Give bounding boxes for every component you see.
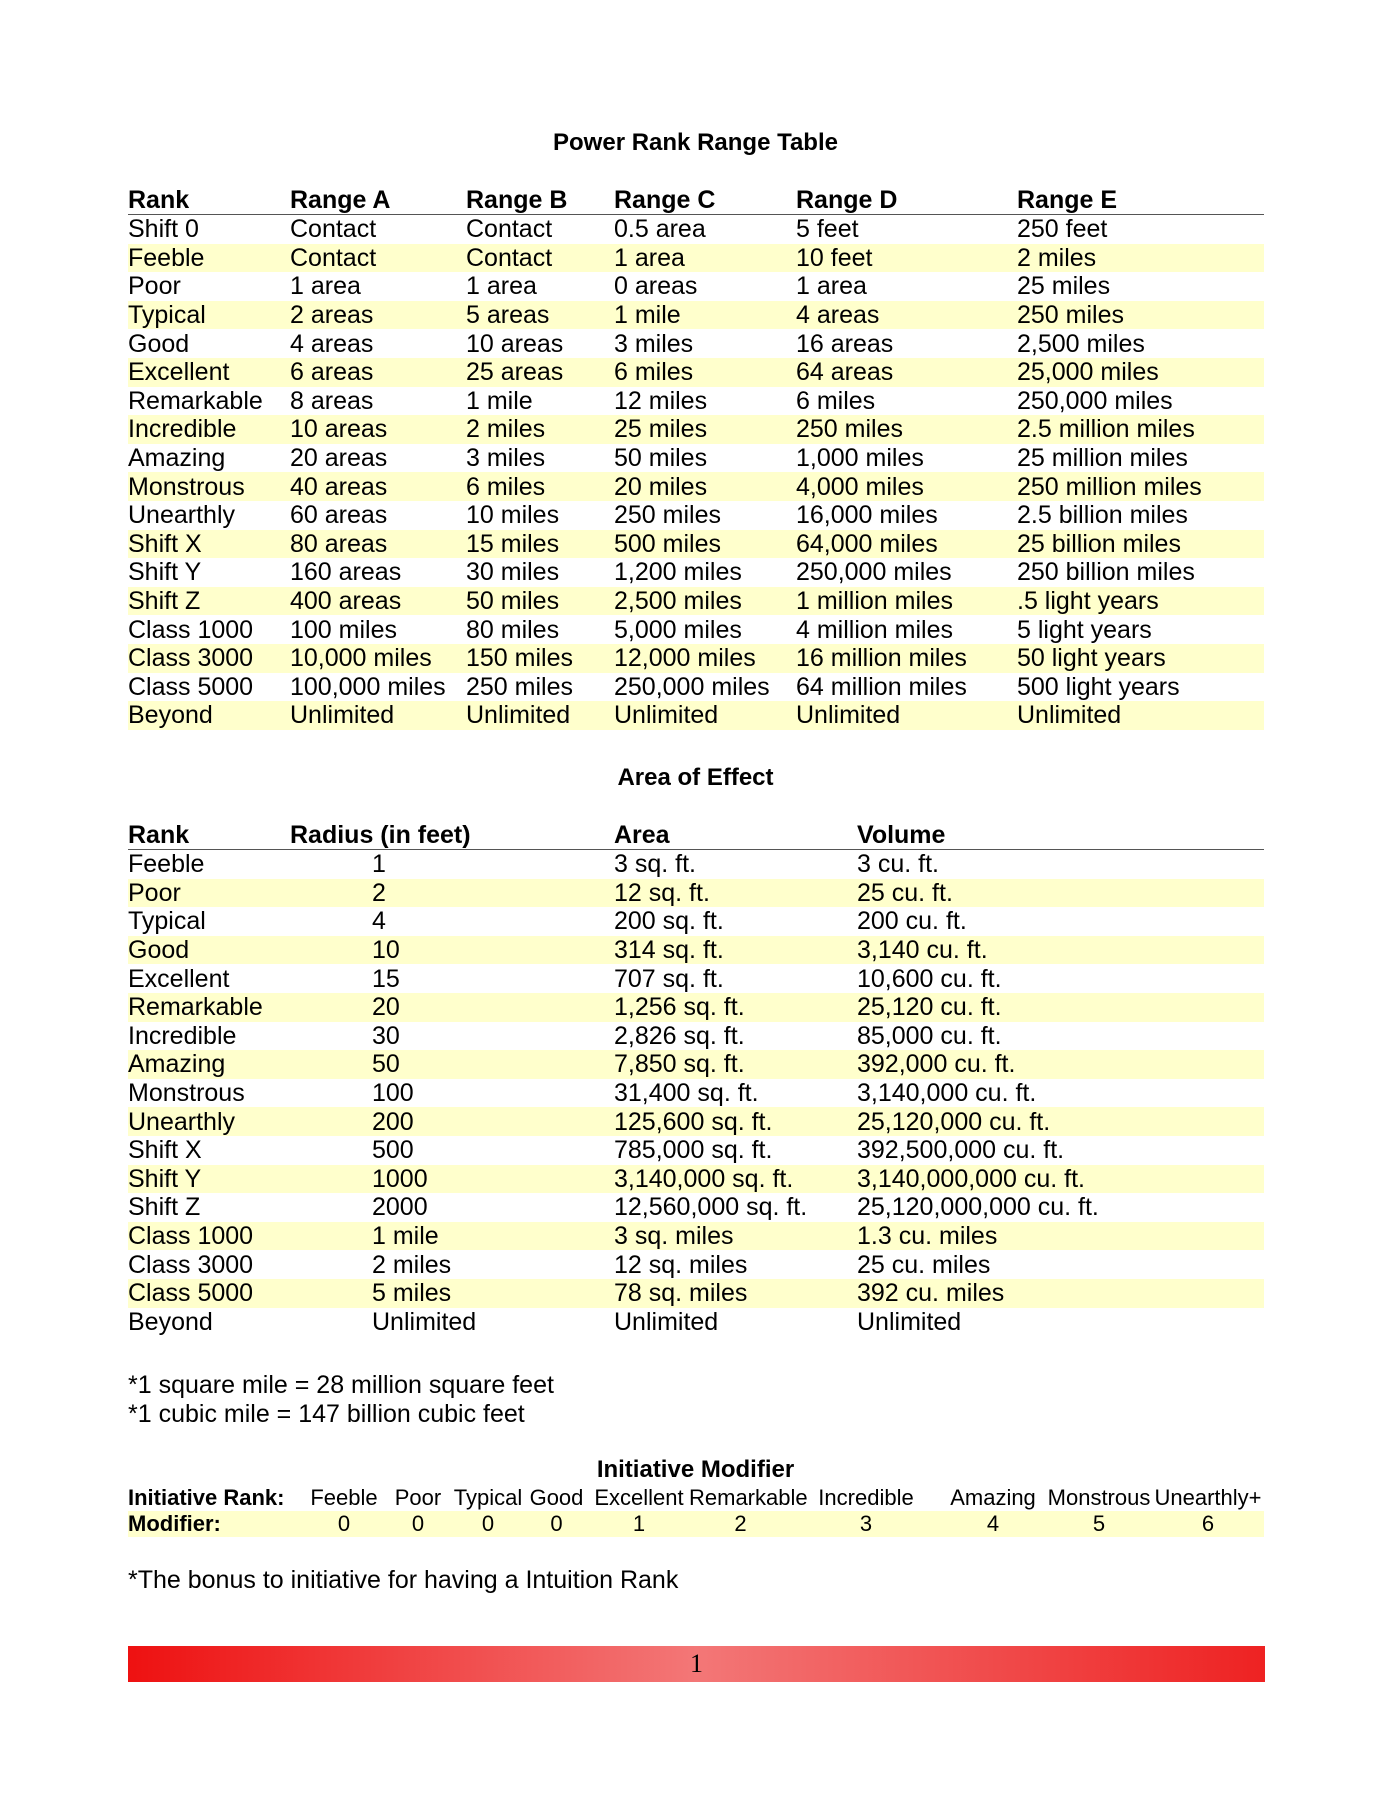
value-cell: 250,000 miles bbox=[796, 558, 952, 587]
value-cell: 6 areas bbox=[290, 358, 466, 387]
value-cell: 250 miles bbox=[796, 415, 1017, 444]
table-row bbox=[128, 993, 1264, 1022]
table-row bbox=[128, 329, 1264, 358]
value-cell: 15 miles bbox=[466, 530, 614, 559]
value-cell: 20 bbox=[290, 993, 614, 1022]
table-row bbox=[128, 1165, 1264, 1194]
value-cell: 12,000 miles bbox=[614, 644, 796, 673]
value-cell: Unlimited bbox=[614, 701, 796, 730]
range-table-header-cell: Range A bbox=[290, 186, 466, 215]
initiative-rank-cell: Incredible bbox=[818, 1485, 914, 1510]
value-cell: 100,000 miles bbox=[290, 672, 446, 701]
value-cell: 5 miles bbox=[290, 1279, 614, 1308]
rank-cell: Amazing bbox=[128, 1050, 290, 1079]
value-cell: 10,600 cu. ft. bbox=[857, 964, 1002, 993]
value-cell: 2 miles bbox=[372, 1250, 452, 1279]
value-cell: 60 areas bbox=[290, 501, 388, 530]
rank-cell: Remarkable bbox=[128, 993, 290, 1022]
table-row bbox=[128, 358, 1264, 387]
value-cell: 2,500 miles bbox=[1017, 329, 1145, 358]
value-cell: 4 areas bbox=[290, 329, 374, 358]
value-cell: 6 miles bbox=[466, 472, 614, 501]
value-cell: 1 mile bbox=[290, 1222, 614, 1251]
table-row bbox=[128, 387, 1264, 416]
value-cell: 500 bbox=[372, 1136, 414, 1165]
table-row bbox=[128, 1079, 1264, 1108]
rank-cell: Shift Y bbox=[128, 1165, 290, 1194]
value-cell: 10 feet bbox=[796, 244, 1017, 273]
value-cell: 500 miles bbox=[614, 530, 796, 559]
value-cell: 25,120 cu. ft. bbox=[857, 993, 1264, 1022]
value-cell: 25 million miles bbox=[1017, 444, 1188, 473]
value-cell: 4 bbox=[372, 907, 386, 936]
value-cell: 2.5 billion miles bbox=[1017, 501, 1188, 530]
value-cell: 80 areas bbox=[290, 530, 466, 559]
value-cell: 25 miles bbox=[1017, 272, 1111, 301]
initiative-title: Initiative Modifier bbox=[596, 1456, 795, 1483]
value-cell: 50 miles bbox=[466, 587, 614, 616]
table-row bbox=[128, 1308, 1264, 1337]
table-row bbox=[128, 701, 1264, 730]
value-cell: 1 mile bbox=[466, 386, 533, 415]
initiative-modifier-cell: 4 bbox=[940, 1511, 1046, 1537]
value-cell: 2 miles bbox=[1017, 244, 1264, 273]
value-cell: 392,000 cu. ft. bbox=[857, 1050, 1264, 1079]
table-row bbox=[128, 415, 1264, 444]
value-cell: 4 areas bbox=[796, 301, 1017, 330]
area-table-header-cell: Area bbox=[614, 821, 857, 850]
value-cell: 250 billion miles bbox=[1017, 558, 1195, 587]
value-cell: 1 area bbox=[290, 272, 361, 301]
range-table-title: Power Rank Range Table bbox=[553, 129, 838, 156]
value-cell: 200 cu. ft. bbox=[857, 907, 967, 936]
value-cell: 6 miles bbox=[614, 358, 796, 387]
value-cell: 1000 bbox=[290, 1165, 614, 1194]
value-cell: 3,140,000,000 cu. ft. bbox=[857, 1165, 1264, 1194]
value-cell: 12 miles bbox=[614, 386, 708, 415]
value-cell: 25,120,000,000 cu. ft. bbox=[857, 1193, 1099, 1222]
area-table-header bbox=[128, 821, 1264, 850]
value-cell: 31,400 sq. ft. bbox=[614, 1079, 759, 1108]
table-row bbox=[128, 1193, 1264, 1222]
note-cubic-mile: *1 cubic mile = 147 billion cubic feet bbox=[128, 1400, 525, 1428]
initiative-rank-label: Initiative Rank: bbox=[128, 1485, 285, 1510]
value-cell: 160 areas bbox=[290, 558, 402, 587]
initiative-rank-cell: Typical bbox=[453, 1485, 523, 1510]
value-cell: Contact bbox=[466, 244, 614, 273]
value-cell: 50 light years bbox=[1017, 644, 1264, 673]
value-cell: 4,000 miles bbox=[796, 472, 1017, 501]
value-cell: 85,000 cu. ft. bbox=[857, 1021, 1002, 1050]
table-row bbox=[128, 1107, 1264, 1136]
initiative-rank-cell: Remarkable bbox=[689, 1485, 808, 1510]
value-cell: Unlimited bbox=[796, 701, 1017, 730]
table-row bbox=[128, 879, 1264, 908]
rank-cell: Excellent bbox=[128, 358, 290, 387]
initiative-modifier-cell: 0 bbox=[452, 1511, 524, 1537]
table-row bbox=[128, 444, 1264, 473]
rank-cell: Shift X bbox=[128, 1136, 202, 1165]
table-row bbox=[128, 907, 1264, 936]
rank-cell: Incredible bbox=[128, 415, 290, 444]
value-cell: Unlimited bbox=[466, 701, 614, 730]
value-cell: 80 miles bbox=[466, 615, 560, 644]
value-cell: 1.3 cu. miles bbox=[857, 1222, 1264, 1251]
value-cell: 20 areas bbox=[290, 444, 388, 473]
rank-cell: Shift Z bbox=[128, 587, 290, 616]
value-cell: 2,500 miles bbox=[614, 587, 796, 616]
initiative-rank-cell: Monstrous bbox=[1047, 1485, 1151, 1510]
area-table-header-cell: Radius (in feet) bbox=[290, 821, 614, 850]
value-cell: 8 areas bbox=[290, 386, 374, 415]
table-row bbox=[128, 272, 1264, 301]
initiative-modifier-cell: 6 bbox=[1152, 1511, 1264, 1537]
table-row bbox=[128, 1222, 1264, 1251]
value-cell: 2,826 sq. ft. bbox=[614, 1021, 745, 1050]
value-cell: 78 sq. miles bbox=[614, 1279, 857, 1308]
initiative-rank-cell: Unearthly+ bbox=[1154, 1485, 1262, 1510]
area-table-title: Area of Effect bbox=[617, 764, 774, 791]
rank-cell: Unearthly bbox=[128, 1107, 290, 1136]
initiative-rank-cell: Poor bbox=[394, 1485, 442, 1510]
value-cell: 400 areas bbox=[290, 587, 466, 616]
value-cell: 7,850 sq. ft. bbox=[614, 1050, 857, 1079]
value-cell: Unlimited bbox=[372, 1307, 477, 1336]
range-table-header bbox=[128, 186, 1264, 215]
area-table bbox=[128, 821, 1264, 1336]
value-cell: 30 bbox=[372, 1021, 400, 1050]
area-table-header-cell: Rank bbox=[128, 821, 290, 850]
initiative-modifier-cell: 0 bbox=[524, 1511, 589, 1537]
value-cell: 50 miles bbox=[614, 444, 708, 473]
initiative-rank-cell: Good bbox=[529, 1485, 584, 1510]
initiative-modifier-cell: 3 bbox=[792, 1511, 940, 1537]
value-cell: 500 light years bbox=[1017, 672, 1180, 701]
rank-cell: Monstrous bbox=[128, 472, 290, 501]
value-cell: 125,600 sq. ft. bbox=[614, 1107, 857, 1136]
rank-cell: Feeble bbox=[128, 244, 290, 273]
value-cell: 25,120,000 cu. ft. bbox=[857, 1107, 1264, 1136]
value-cell: 12 sq. miles bbox=[614, 1250, 748, 1279]
value-cell: 25 cu. miles bbox=[857, 1250, 991, 1279]
rank-cell: Class 3000 bbox=[128, 644, 290, 673]
initiative-modifier-label: Modifier: bbox=[128, 1511, 304, 1537]
value-cell: 1 area bbox=[796, 272, 867, 301]
value-cell: 5,000 miles bbox=[614, 615, 742, 644]
initiative-modifier-cell: 0 bbox=[384, 1511, 452, 1537]
value-cell: 200 sq. ft. bbox=[614, 907, 724, 936]
value-cell: 0 areas bbox=[614, 272, 698, 301]
initiative-note: *The bonus to initiative for having a Intuition Rank bbox=[128, 1566, 679, 1594]
value-cell: 5 feet bbox=[796, 215, 859, 244]
rank-cell: Shift X bbox=[128, 530, 290, 559]
area-table-header-cell: Volume bbox=[857, 821, 1264, 850]
rank-cell: Feeble bbox=[128, 850, 205, 879]
table-row bbox=[128, 244, 1264, 273]
value-cell: 250 miles bbox=[1017, 301, 1264, 330]
rank-cell: Beyond bbox=[128, 1307, 213, 1336]
value-cell: 0.5 area bbox=[614, 215, 706, 244]
rank-cell: Unearthly bbox=[128, 501, 235, 530]
value-cell: 4 million miles bbox=[796, 615, 953, 644]
initiative-modifier-cell: 1 bbox=[589, 1511, 689, 1537]
value-cell: 3,140,000 cu. ft. bbox=[857, 1079, 1037, 1108]
rank-cell: Beyond bbox=[128, 701, 290, 730]
table-row bbox=[128, 850, 1264, 879]
table-row bbox=[128, 215, 1264, 244]
initiative-modifier-cell: 0 bbox=[304, 1511, 384, 1537]
initiative-rank-row bbox=[128, 1485, 1264, 1511]
value-cell: 3 miles bbox=[466, 444, 546, 473]
value-cell: 392 cu. miles bbox=[857, 1279, 1264, 1308]
table-row bbox=[128, 587, 1264, 616]
value-cell: 250 million miles bbox=[1017, 472, 1264, 501]
rank-cell: Good bbox=[128, 329, 190, 358]
value-cell: 150 miles bbox=[466, 644, 614, 673]
value-cell: 100 miles bbox=[290, 615, 397, 644]
value-cell: 25 areas bbox=[466, 358, 614, 387]
rank-cell: Shift 0 bbox=[128, 215, 199, 244]
rank-cell: Typical bbox=[128, 907, 206, 936]
range-table-header-cell: Rank bbox=[128, 186, 290, 215]
table-row bbox=[128, 936, 1264, 965]
value-cell: 5 areas bbox=[466, 301, 614, 330]
value-cell: 3 sq. miles bbox=[614, 1222, 857, 1251]
rank-cell: Typical bbox=[128, 301, 290, 330]
value-cell: 10 bbox=[290, 936, 614, 965]
value-cell: 30 miles bbox=[466, 558, 560, 587]
initiative-modifier-row bbox=[128, 1511, 1264, 1537]
table-row bbox=[128, 558, 1264, 587]
table-row bbox=[128, 964, 1264, 993]
value-cell: 2.5 million miles bbox=[1017, 415, 1264, 444]
value-cell: 10,000 miles bbox=[290, 644, 466, 673]
initiative-rank-cell: Excellent bbox=[594, 1485, 684, 1510]
value-cell: 1 area bbox=[614, 244, 796, 273]
value-cell: 1,200 miles bbox=[614, 558, 742, 587]
value-cell: 12 sq. ft. bbox=[614, 879, 857, 908]
value-cell: Unlimited bbox=[614, 1307, 719, 1336]
table-row bbox=[128, 1279, 1264, 1308]
rank-cell: Shift Y bbox=[128, 558, 202, 587]
range-table-header-cell: Range B bbox=[466, 186, 614, 215]
value-cell: Contact bbox=[290, 244, 466, 273]
value-cell: 2000 bbox=[372, 1193, 428, 1222]
value-cell: 250 feet bbox=[1017, 215, 1108, 244]
range-table-header-cell: Range C bbox=[614, 186, 796, 215]
rank-cell: Excellent bbox=[128, 964, 230, 993]
rank-cell: Poor bbox=[128, 272, 181, 301]
value-cell: 250 miles bbox=[466, 672, 573, 701]
value-cell: 3 cu. ft. bbox=[857, 850, 939, 879]
value-cell: 10 areas bbox=[290, 415, 466, 444]
value-cell: 50 bbox=[290, 1050, 614, 1079]
value-cell: 16 million miles bbox=[796, 644, 1017, 673]
note-square-mile: *1 square mile = 28 million square feet bbox=[128, 1371, 554, 1399]
value-cell: 5 light years bbox=[1017, 615, 1152, 644]
range-table-header-cell: Range D bbox=[796, 186, 1017, 215]
rank-cell: Shift Z bbox=[128, 1193, 201, 1222]
value-cell: 250,000 miles bbox=[1017, 386, 1173, 415]
rank-cell: Incredible bbox=[128, 1021, 237, 1050]
value-cell: 16 areas bbox=[796, 329, 894, 358]
table-row bbox=[128, 1136, 1264, 1165]
value-cell: 392,500,000 cu. ft. bbox=[857, 1136, 1065, 1165]
value-cell: 1 million miles bbox=[796, 587, 1017, 616]
initiative-rank-cell: Amazing bbox=[950, 1485, 1036, 1510]
table-row bbox=[128, 472, 1264, 501]
rank-cell: Monstrous bbox=[128, 1079, 245, 1108]
rank-cell: Good bbox=[128, 936, 290, 965]
area-notes bbox=[128, 1371, 554, 1429]
value-cell: 6 miles bbox=[796, 386, 876, 415]
rank-cell: Poor bbox=[128, 879, 290, 908]
value-cell: 3,140 cu. ft. bbox=[857, 936, 1264, 965]
value-cell: Unlimited bbox=[290, 701, 466, 730]
value-cell: 12,560,000 sq. ft. bbox=[614, 1193, 808, 1222]
value-cell: 16,000 miles bbox=[796, 501, 938, 530]
value-cell: 3 miles bbox=[614, 329, 694, 358]
range-table-header-cell: Range E bbox=[1017, 186, 1264, 215]
table-row bbox=[128, 1050, 1264, 1079]
value-cell: 15 bbox=[372, 964, 400, 993]
value-cell: 25,000 miles bbox=[1017, 358, 1264, 387]
range-table bbox=[128, 186, 1264, 730]
value-cell: 64 areas bbox=[796, 358, 1017, 387]
initiative-modifier-cell: 2 bbox=[689, 1511, 792, 1537]
value-cell: 1,256 sq. ft. bbox=[614, 993, 857, 1022]
value-cell: 40 areas bbox=[290, 472, 466, 501]
value-cell: 2 bbox=[290, 879, 614, 908]
rank-cell: Class 1000 bbox=[128, 615, 254, 644]
value-cell: 1 bbox=[372, 850, 386, 879]
value-cell: 2 miles bbox=[466, 415, 614, 444]
table-row bbox=[128, 301, 1264, 330]
value-cell: Unlimited bbox=[857, 1307, 962, 1336]
value-cell: 25 miles bbox=[614, 415, 796, 444]
page-number: 1 bbox=[690, 1649, 703, 1678]
table-row bbox=[128, 644, 1264, 673]
value-cell: 100 bbox=[372, 1079, 414, 1108]
value-cell: 10 miles bbox=[466, 501, 560, 530]
value-cell: 64,000 miles bbox=[796, 530, 1017, 559]
initiative-modifier-cell: 5 bbox=[1046, 1511, 1152, 1537]
value-cell: 2 areas bbox=[290, 301, 466, 330]
rank-cell: Amazing bbox=[128, 444, 226, 473]
table-row bbox=[128, 530, 1264, 559]
value-cell: 250 miles bbox=[614, 501, 721, 530]
rank-cell: Class 5000 bbox=[128, 672, 254, 701]
value-cell: 785,000 sq. ft. bbox=[614, 1136, 773, 1165]
value-cell: 1,000 miles bbox=[796, 444, 924, 473]
value-cell: 200 bbox=[290, 1107, 614, 1136]
rank-cell: Remarkable bbox=[128, 386, 263, 415]
value-cell: 1 area bbox=[466, 272, 537, 301]
value-cell: Contact bbox=[290, 215, 377, 244]
value-cell: 64 million miles bbox=[796, 672, 967, 701]
value-cell: 707 sq. ft. bbox=[614, 964, 724, 993]
value-cell: 1 mile bbox=[614, 301, 796, 330]
value-cell: 25 cu. ft. bbox=[857, 879, 1264, 908]
table-row bbox=[128, 501, 1264, 530]
value-cell: 250,000 miles bbox=[614, 672, 770, 701]
table-row bbox=[128, 673, 1264, 702]
initiative-rank-cell: Feeble bbox=[310, 1485, 378, 1510]
initiative-table bbox=[128, 1485, 1264, 1537]
table-row bbox=[128, 1250, 1264, 1279]
value-cell: 3 sq. ft. bbox=[614, 850, 696, 879]
value-cell: Unlimited bbox=[1017, 701, 1264, 730]
value-cell: 10 areas bbox=[466, 329, 564, 358]
rank-cell: Class 5000 bbox=[128, 1279, 290, 1308]
table-row bbox=[128, 615, 1264, 644]
value-cell: 314 sq. ft. bbox=[614, 936, 857, 965]
rank-cell: Class 3000 bbox=[128, 1250, 254, 1279]
value-cell: .5 light years bbox=[1017, 587, 1264, 616]
value-cell: 20 miles bbox=[614, 472, 796, 501]
value-cell: 3,140,000 sq. ft. bbox=[614, 1165, 857, 1194]
footer-bar bbox=[128, 1646, 1265, 1682]
value-cell: Contact bbox=[466, 215, 553, 244]
table-row bbox=[128, 1022, 1264, 1051]
rank-cell: Class 1000 bbox=[128, 1222, 290, 1251]
value-cell: 25 billion miles bbox=[1017, 530, 1264, 559]
